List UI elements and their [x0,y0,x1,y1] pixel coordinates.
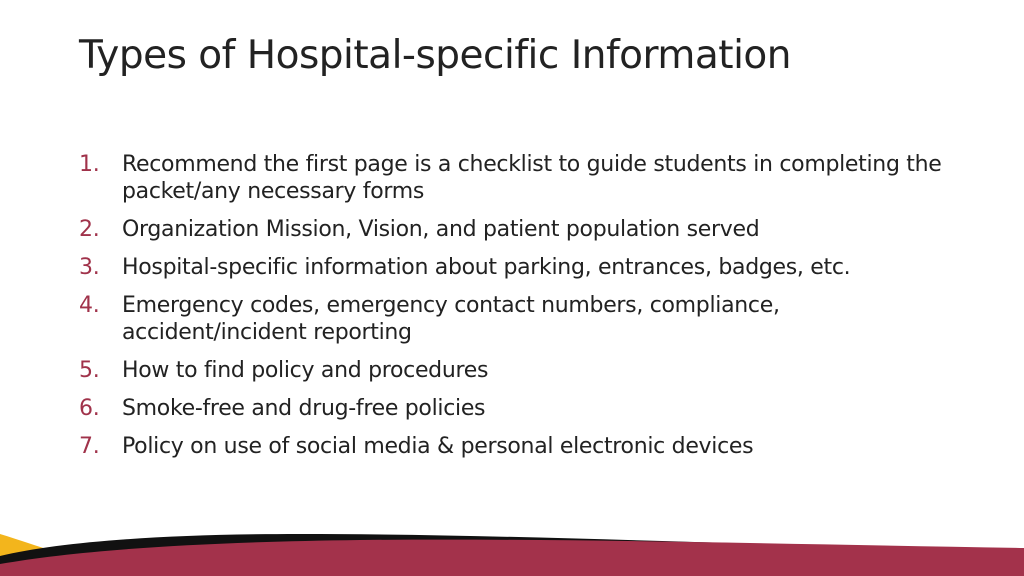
list-item-number: 7. [79,434,100,459]
list-item [79,395,979,422]
list-item-text: Policy on use of social media & personal electronic devices [122,434,754,459]
list-item-text: How to find policy and procedures [122,358,489,383]
slide-title: Types of Hospital-specific Information [79,33,791,78]
list-item-number: 4. [79,293,100,318]
info-list [79,151,979,471]
list-item-number: 6. [79,396,100,421]
list-item-text: Smoke-free and drug-free policies [122,396,486,421]
list-item [79,357,979,384]
list-item-number: 2. [79,217,100,242]
list-item-text: Organization Mission, Vision, and patient population served [122,217,760,242]
list-item-number: 5. [79,358,100,383]
list-item-number: 1. [79,152,100,177]
list-item-text: Emergency codes, emergency contact numbers, compliance, accident/incident reporting [122,293,780,345]
footer-wave-decoration [0,520,1024,576]
list-item [79,254,979,281]
list-item [79,151,979,205]
list-item-text: Recommend the first page is a checklist to guide students in completing the packet/any necessary forms [122,152,942,204]
list-item [79,292,979,346]
list-item [79,433,979,460]
list-item [79,216,979,243]
list-item-text: Hospital-specific information about parking, entrances, badges, etc. [122,255,851,280]
list-item-number: 3. [79,255,100,280]
